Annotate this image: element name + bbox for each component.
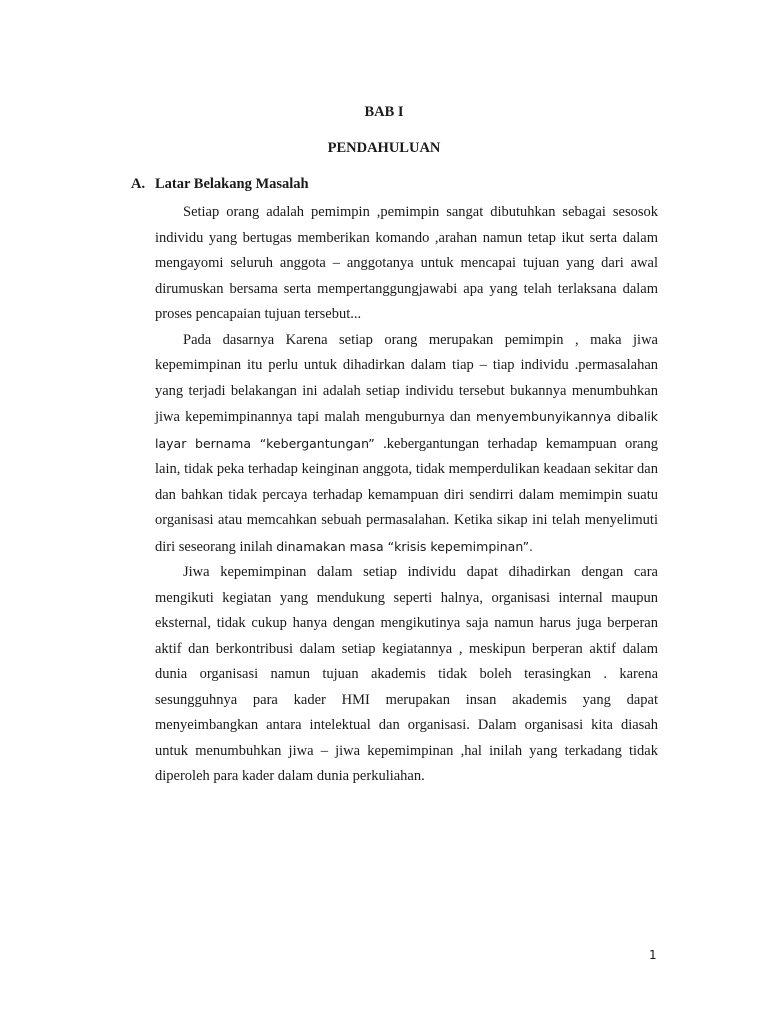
chapter-title: PENDAHULUAN [327,140,441,156]
section-heading [131,176,309,193]
section-label: A. [131,176,146,192]
paragraph-2-part-2: .kebergantungan terhadap kemampuan orang lain, tidak peka terhadap keinginan anggota, tidak memperdulikan keadaan sekitar dan dan bahkan tidak percaya terhadap kemampuan diri sendirri dalam memimpin suatu organisasi atau memcahkan sebuah permasalahan. Ketika sikap ini telah menyelimuti diri seseorang inilah [155,435,658,555]
paragraph-3: Jiwa kepemimpinan dalam setiap individu dapat dihadirkan dengan cara mengikuti kegiatan yang mendukung seperti halnya, organisasi internal maupun eksternal, tidak cukup hanya dengan mengikutinya saja namun harus juga berperan aktif dan berkontribusi dalam setiap kegiatannya , meskipun berperan aktif dalam dunia organisasi namun tujuan akademis tidak boleh terasingkan . karena sesungguhnya para kader HMI merupakan insan akademis yang dapat menyeimbangkan antara intelektual dan organisasi. Dalam organisasi kita diasah untuk menumbuhkan jiwa – jiwa kepemimpinan ,hal inilah yang terkadang tidak diperoleh para kader dalam dunia perkuliahan. [155,564,658,784]
paragraph-1: Setiap orang adalah pemimpin ,pemimpin sangat dibutuhkan sebagai sesosok individu yang bertugas memberikan komando ,arahan namun tetap ikut serta dalam mengayomi seluruh anggota – anggotanya untuk mencapai tujuan yang dari awal dirumuskan bersama serta mempertanggungjawabi apa yang telah terlaksana dalam proses pencapaian tujuan tersebut... [155,204,658,322]
body-text [155,200,658,790]
section-title: Latar Belakang Masalah [155,176,309,192]
chapter-number: BAB I [364,104,404,120]
paragraph-2-sans-part-2: dinamakan masa “krisis kepemimpinan”. [276,538,534,554]
paragraph-2 [155,328,658,561]
paragraph-2-part-1: Pada dasarnya Karena setiap orang merupakan pemimpin , maka jiwa kepemimpinan itu perlu untuk dihadirkan dalam tiap – tiap individu .permasalahan yang terjadi belakangan ini adalah setiap individu tersebut bukannya menumbuhkan jiwa kepemimpinannya tapi malah menguburnya dan [155,331,658,425]
page-number: 1 [649,948,657,962]
paragraph-2-sans-part-1: menyembunyikannya dibalik layar bernama “kebergantungan” [155,409,658,451]
